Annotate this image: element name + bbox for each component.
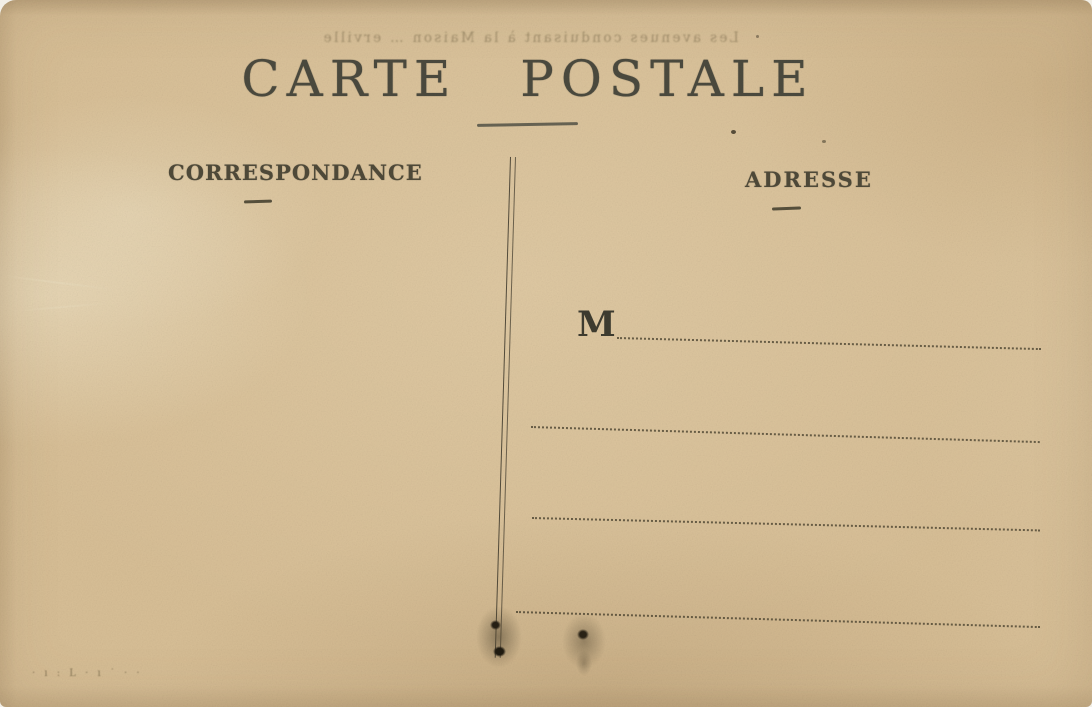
ink-speck [731,130,736,134]
pinhole-left-lower [493,646,506,657]
correspondence-underline-rule [244,200,272,204]
correspondence-section-label: CORRESPONDANCE [168,160,423,185]
ink-speck [822,140,826,143]
page-title: CARTE POSTALE [241,50,815,108]
printer-mark: · ı : L · ı ˙ · · [32,668,143,679]
title-underline-rule [477,122,578,127]
center-divider-rule [495,157,516,658]
address-write-line-2 [531,426,1040,443]
pinhole-right-stain-tail [576,650,592,676]
address-write-line-1 [617,337,1041,350]
address-write-line-3 [532,517,1040,531]
pinhole-right [577,629,589,640]
ink-speck [756,35,759,38]
paper-crease [18,302,108,312]
address-underline-rule [772,206,801,210]
addressee-prefix: M [577,304,616,345]
pinhole-damage-smudge-left [476,606,522,668]
paper-crease [6,275,115,290]
address-section-label: ADRESSE [745,167,873,192]
pinhole-left-upper [490,620,501,630]
bleed-through-caption: Les avenues conduisant à la Maison … erville [321,30,739,46]
